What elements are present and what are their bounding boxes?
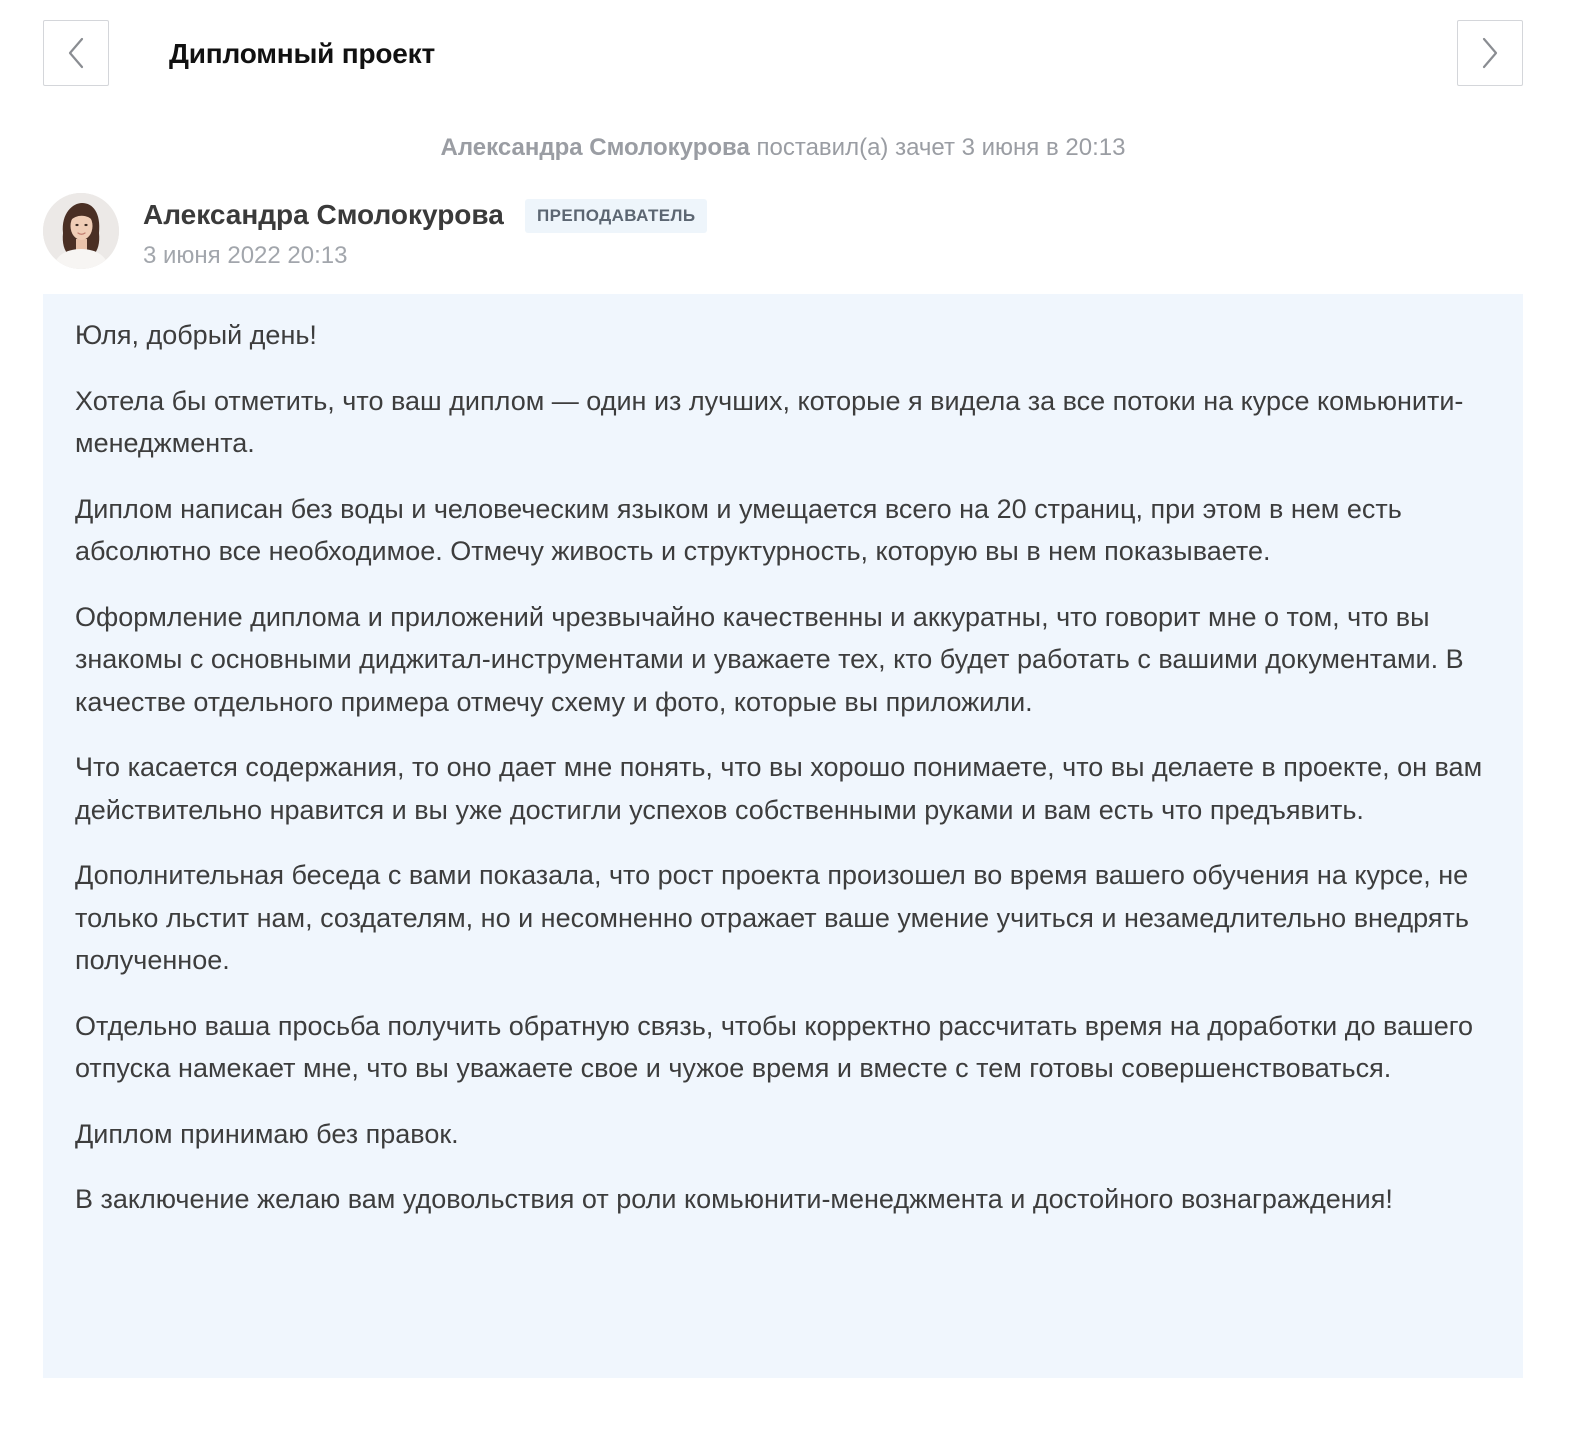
event-author-link[interactable]: Александра Смолокурова — [440, 134, 750, 161]
message-paragraph: Дополнительная беседа с вами показала, что рост проекта произошел во время вашего обучения на курсе, не только льстит нам, создателям, но и несомненно отражает ваше умение учиться и незамедлительно внедрять полученное. — [75, 860, 1469, 975]
message-paragraph: Диплом принимаю без правок. — [75, 1118, 459, 1149]
message-paragraph: Диплом написан без воды и человеческим языком и умещается всего на 20 страниц, при этом в нем есть абсолютно все необходимое. Отмечу живость и структурность, которую вы в нем показываете. — [75, 493, 1402, 566]
page-title: Дипломный проект — [169, 38, 435, 69]
message-paragraph: Юля, добрый день! — [75, 320, 317, 350]
author-name[interactable]: Александра Смолокурова — [143, 199, 504, 230]
chevron-right-icon — [1481, 37, 1499, 69]
role-badge: ПРЕПОДАВАТЕЛЬ — [525, 199, 707, 233]
comment-message — [43, 294, 1523, 1378]
next-button[interactable] — [1457, 20, 1523, 86]
message-paragraph: Хотела бы отметить, что ваш диплом — один из лучших, которые я видела за все потоки на курсе комьюнити-менеджмента. — [75, 385, 1464, 458]
comment-timestamp: 3 июня 2022 20:13 — [143, 242, 348, 269]
message-paragraph: В заключение желаю вам удовольствия от роли комьюнити-менеджмента и достойного вознаграждения! — [75, 1184, 1393, 1214]
message-paragraph: Отдельно ваша просьба получить обратную связь, чтобы корректно рассчитать время на доработки до вашего отпуска намекает мне, что вы уважаете свое и чужое время и вместе с тем готовы совершенствоваться. — [75, 1010, 1473, 1083]
message-paragraph: Что касается содержания, то оно дает мне понять, что вы хорошо понимаете, что вы делаете в проекте, он вам действительно нравится и вы уже достигли успехов собственными руками и вам есть что предъявить. — [75, 752, 1483, 825]
chevron-left-icon — [67, 37, 85, 69]
user-avatar-icon — [43, 193, 119, 269]
prev-button[interactable] — [43, 20, 109, 86]
author-avatar[interactable] — [43, 193, 119, 269]
grade-event — [0, 132, 1566, 164]
message-paragraph: Оформление диплома и приложений чрезвычайно качественны и аккуратны, что говорит мне о том, что вы знакомы с основными диджитал-инструментами и уважаете тех, кто будет работать с вашими документами. В качестве отдельного примера отмечу схему и фото, которые вы приложили. — [75, 601, 1464, 717]
event-action-text: поставил(а) зачет 3 июня в 20:13 — [756, 134, 1126, 161]
